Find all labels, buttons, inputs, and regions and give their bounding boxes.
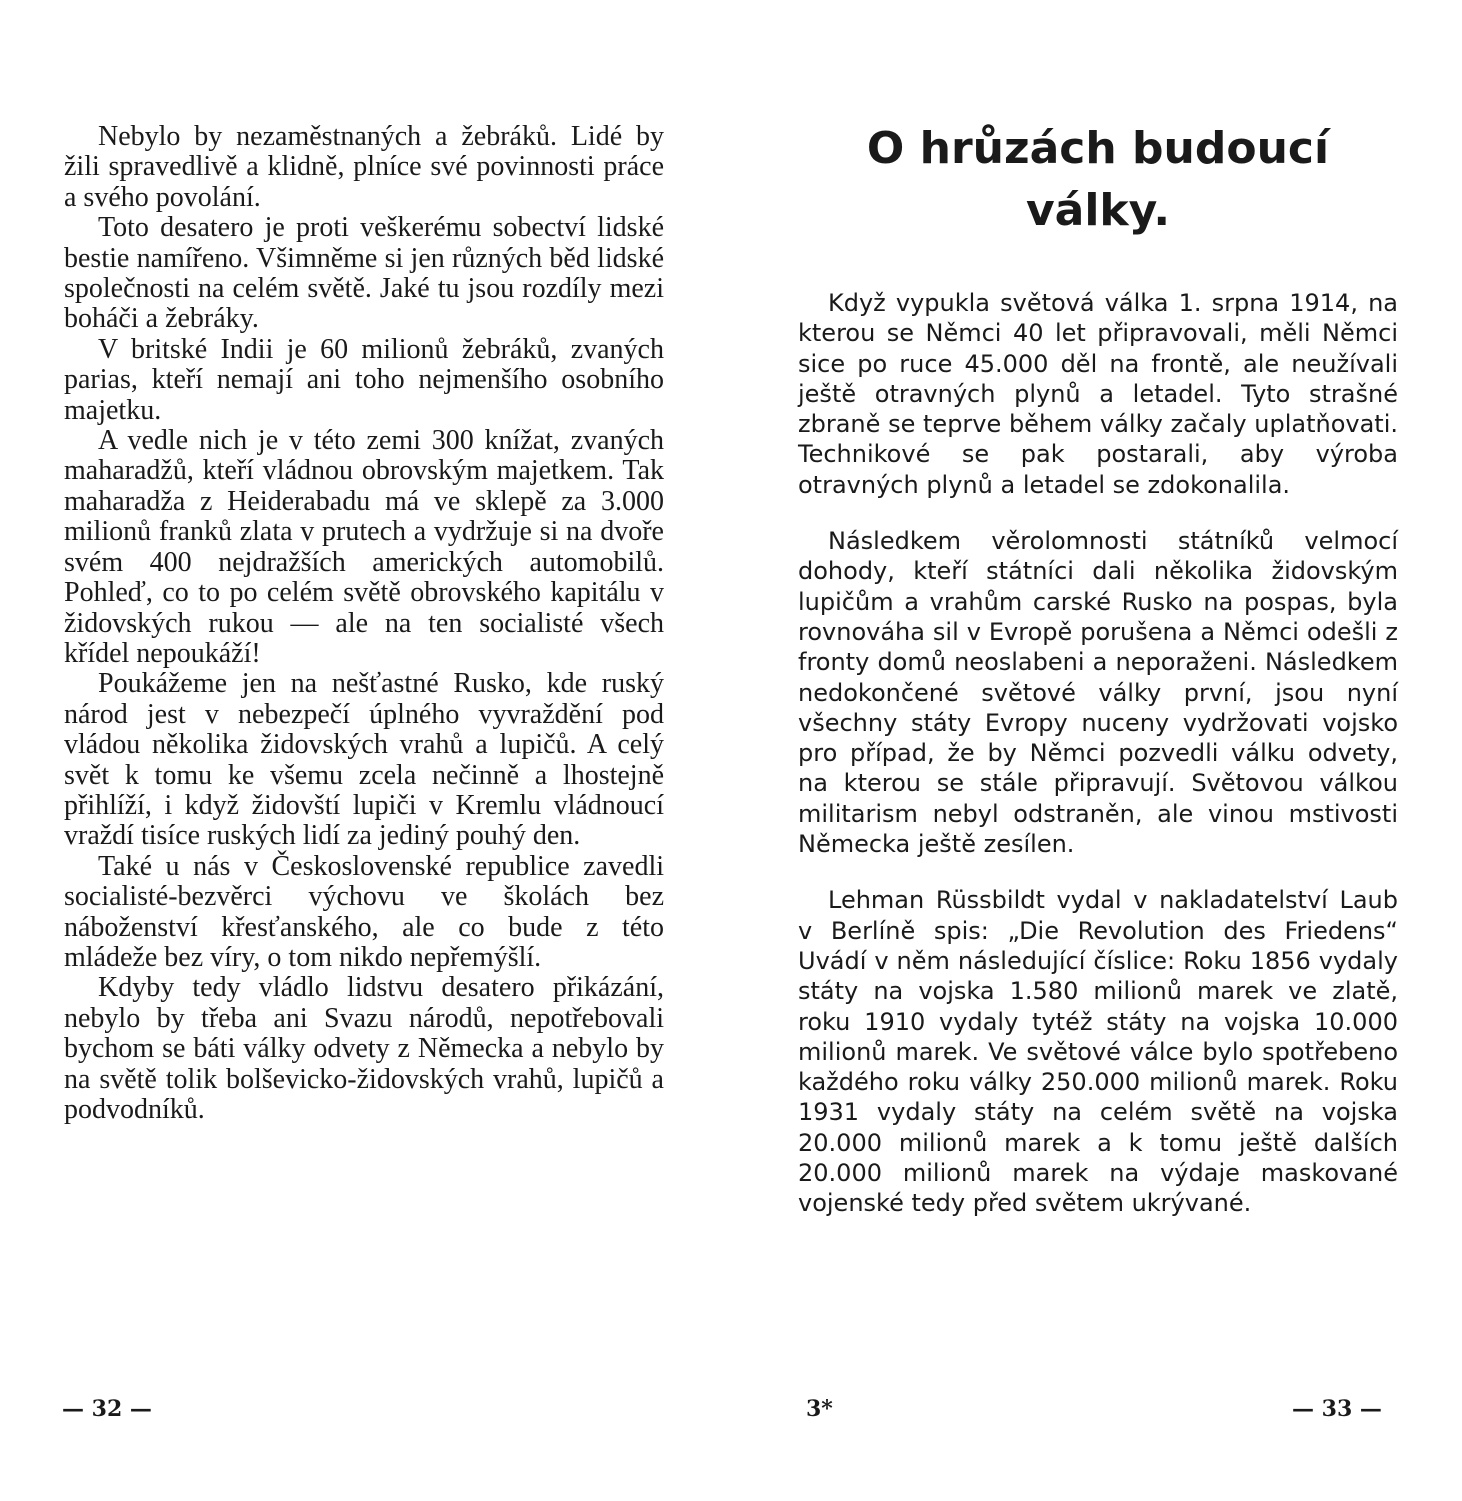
right-paragraph-2: Následkem věrolomnosti státníků velmocí dohody, kteří státníci dali několika židovským lupičům a vrahům carské Rusko na pospas, byla rovnováha sil v Evropě porušena a Němci odešli z fronty domů neoslabeni a neporaženi. Následkem nedokončené světové války první, jsou nyní všechny státy Evropy nuceny vydržovati vojsko pro případ, že by Němci pozvedli válku odvety, na kterou se stále připravují. Světovou válkou militarism nebyl odstraněn, ale vinou mstivosti Německa ještě zesílen. xyxy=(798,527,1398,859)
left-paragraph-6: Také u nás v Československé republice zavedli socialisté-bezvěrci výchovu ve školách bez náboženství křesťanského, ale co bude z této mládeže bez víry, o tom nikdo nepřemýšlí. xyxy=(64,850,664,973)
chapter-title: O hrůzách budoucí války. xyxy=(866,123,1330,236)
page-number-left: — 32 — xyxy=(62,1396,152,1422)
signature-mark: 3* xyxy=(806,1396,833,1422)
right-paragraph-1: Když vypukla světová válka 1. srpna 1914, na kterou se Němci 40 let připravovali, měli Němci sice po ruce 45.000 děl na frontě, ale neužívali ještě otravných plynů a letadel. Tyto strašné zbraně se teprve během války začaly uplatňovati. Technikové se pak postarali, aby výroba otravných plynů a letadel se zdokonalila. xyxy=(798,289,1398,499)
left-paragraph-2: Toto desatero je proti veškerému sobectví lidské bestie namířeno. Všimněme si jen různých běd lidské společnosti na celém světě. Jaké tu jsou rozdíly mezi boháči a žebráky. xyxy=(64,212,664,335)
page-number-right: — 33 — xyxy=(1292,1396,1382,1422)
left-paragraph-3: V britské Indii je 60 milionů žebráků, zvaných parias, kteří nemají ani toho nejmenšího osobního majetku. xyxy=(64,333,664,426)
left-paragraph-4: A vedle nich je v této zemi 300 knížat, zvaných maharadžů, kteří vládnou obrovským majetkem. Tak maharadža z Heiderabadu má ve sklepě za 3.000 milionů franků zlata v prutech a vydržuje si na dvoře svém 400 nejdražších amerických automobilů. Pohleď, co to po celém světě obrovského kapitálu v židovských rukou — ale na ten socialisté všech křídel nepoukáží! xyxy=(64,425,664,669)
right-page xyxy=(798,118,1398,1245)
left-paragraph-1: Nebylo by nezaměstnaných a žebráků. Lidé by žili spravedlivě a klidně, plníce své povinnosti práce a svého povolání. xyxy=(64,121,664,213)
left-paragraph-5: Poukážeme jen na nešťastné Rusko, kde ruský národ jest v nebezpečí úplného vyvraždění pod vládou několika židovských vrahů a lupičů. A celý svět k tomu ke všemu zcela nečinně a lhostejně přihlíží, i když židovští lupiči v Kremlu vládnoucí vraždí tisíce ruských lidí za jediný pouhý den. xyxy=(64,668,664,852)
right-paragraph-3: Lehman Rüssbildt vydal v nakladatelství Laub v Berlíně spis: „Die Revolution des Friedens“ Uvádí v něm následující číslice: Roku 1856 vydaly státy na vojska 1.580 milionů marek ve zlatě, roku 1910 vydaly tytéž státy na vojska 10.000 milionů marek. Ve světové válce bylo spotřebeno každého roku války 250.000 milionů marek. Roku 1931 vydaly státy na celém světě na vojska 20.000 milionů marek a k tomu ještě dalších 20.000 milionů marek na výdaje maskované vojenské tedy před světem ukrývané. xyxy=(798,886,1398,1218)
left-page xyxy=(64,122,664,1125)
left-paragraph-7: Kdyby tedy vládlo lidstvu desatero přikázání, nebylo by třeba ani Svazu národů, nepotřebovali bychom se báti války odvety z Německa a nebylo by na světě tolik bolševicko-židovských vrahů, lupičů a podvodníků. xyxy=(64,972,664,1125)
